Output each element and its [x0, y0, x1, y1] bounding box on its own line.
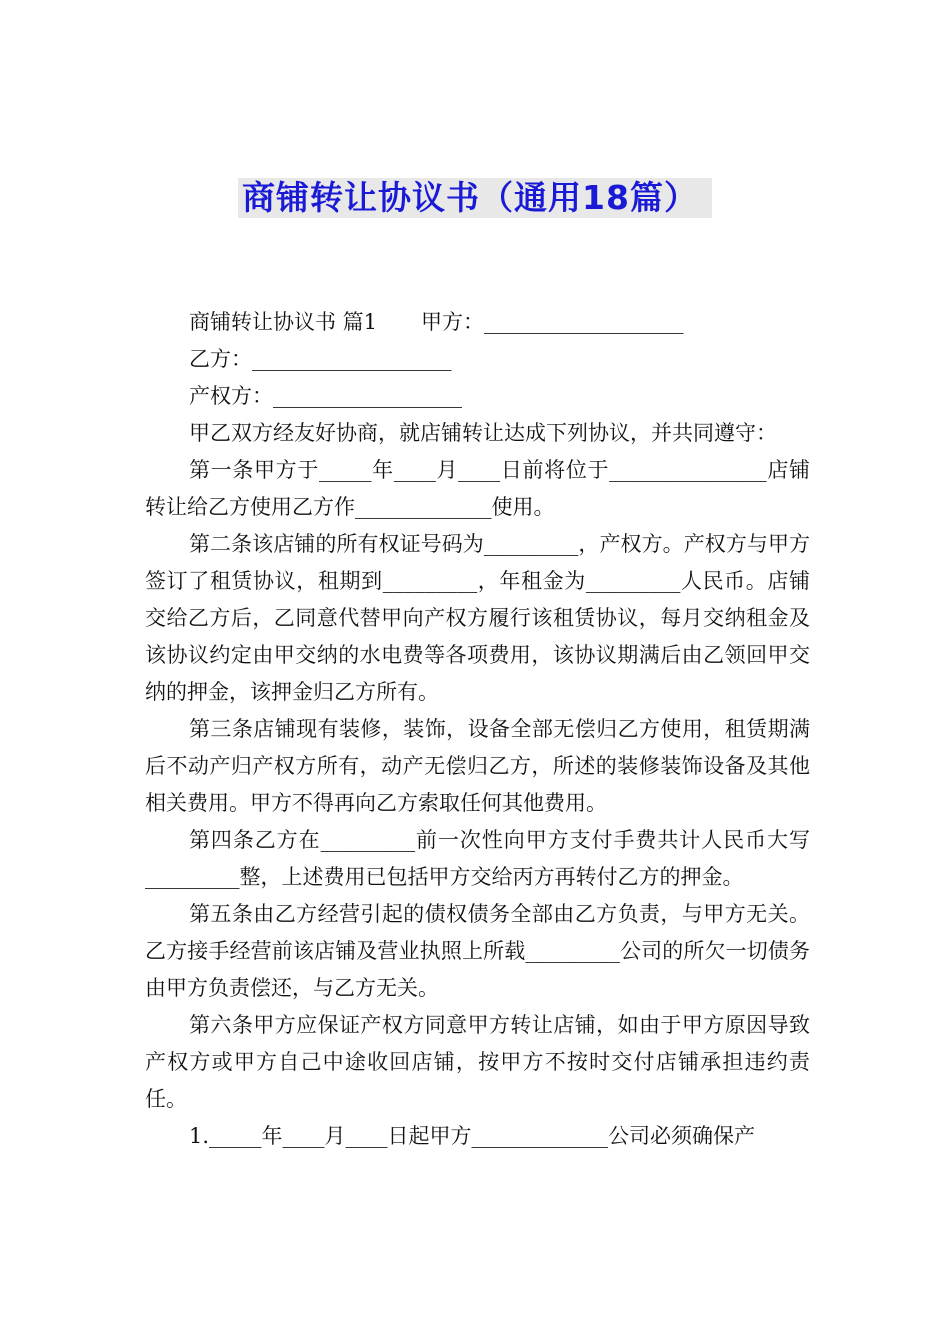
- paragraph-article-2: 第二条该店铺的所有权证号码为_________，产权方。产权方与甲方签订了租赁协议，租期到_________，年租金为_________人民币。店铺交给乙方后，乙同意代替甲向产权方履行该租赁协议，每月交纳租金及该协议约定由甲交纳的水电费等各项费用，该协议期满后由乙领回甲交纳的押金，该押金归乙方所有。: [145, 532, 810, 704]
- party-b-field: 乙方：___________________: [189, 347, 452, 371]
- paragraph-article-5: 第五条由乙方经营引起的债权债务全部由乙方负责，与甲方无关。乙方接手经营前该店铺及营业执照上所载_________公司的所欠一切债务由甲方负责偿还，与乙方无关。: [145, 902, 810, 1000]
- paragraph-intro: 甲乙双方经友好协商，就店铺转让达成下列协议，并共同遵守：: [189, 421, 777, 445]
- party-a-field: 甲方：___________________: [421, 310, 684, 334]
- document-body: [145, 304, 810, 1155]
- paragraph-article-4: 第四条乙方在_________前一次性向甲方支付手费共计人民币大写_________整，上述费用已包括甲方交给丙方再转付乙方的押金。: [145, 828, 810, 889]
- property-owner-field: 产权方：__________________: [189, 384, 462, 408]
- paragraph-article-6: 第六条甲方应保证产权方同意甲方转让店铺，如由于甲方原因导致产权方或甲方自己中途收回店铺，按甲方不按时交付店铺承担违约责任。: [145, 1013, 810, 1111]
- paragraph-item-1: 1._____年____月____日起甲方_____________公司必须确保产: [189, 1124, 756, 1148]
- title-container: [0, 178, 950, 218]
- paragraph-article-1: 第一条甲方于_____年____月____日前将位于_______________店铺转让给乙方使用乙方作_____________使用。: [145, 458, 810, 519]
- document-title: 商铺转让协议书（通用18篇）: [238, 178, 712, 218]
- first-line: [145, 304, 810, 341]
- paragraph-article-3: 第三条店铺现有装修，装饰，设备全部无偿归乙方使用，租赁期满后不动产归产权方所有，动产无偿归乙方，所述的装修装饰设备及其他相关费用。甲方不得再向乙方索取任何其他费用。: [145, 717, 810, 815]
- article-heading: 商铺转让协议书 篇1: [189, 310, 378, 334]
